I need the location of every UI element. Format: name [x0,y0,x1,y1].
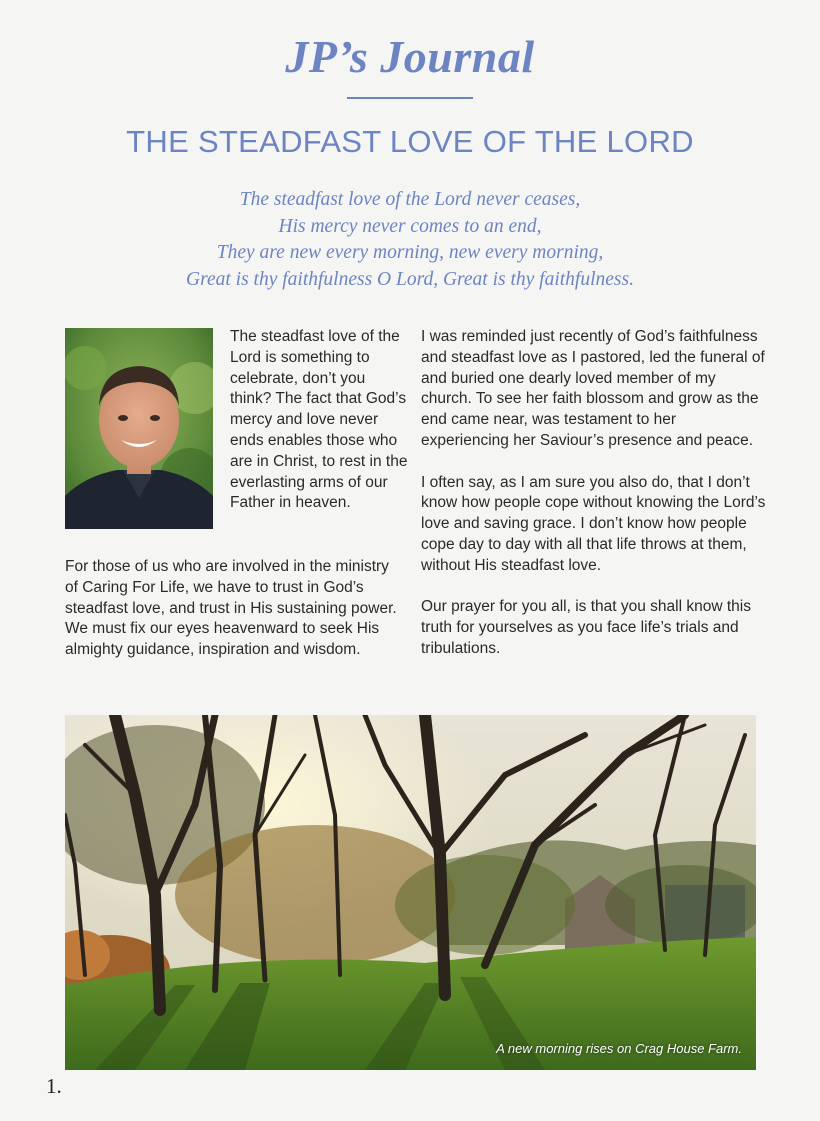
ministry-paragraph-block [65,557,405,661]
paragraph: For those of us who are involved in the ministry of Caring For Life, we have to trust in God’s steadfast love, and trust in His sustaining power. We must fix our eyes heavenward to seek His almighty guidance, inspiration and wisdom. [65,558,397,659]
author-portrait [65,328,213,529]
verse-line: Great is thy faithfulness O Lord, Great is thy faithfulness. [186,268,634,290]
page-number: 1. [46,1074,62,1098]
journal-title: JP’s Journal [285,31,535,82]
farm-landscape-photo [65,715,756,1070]
title-divider [347,97,473,99]
paragraph: I was reminded just recently of God’s faithfulness and steadfast love as I pastored, led the funeral of and buried one dearly loved member of my church. To see her faith blossom and grow as the end came near, was testament to her experiencing her Saviour’s presence and peace. [421,328,765,449]
paragraph: Our prayer for you all, is that you shall know this truth for yourselves as you face life’s trials and tribulations. [421,598,751,657]
verse-line: They are new every morning, new every morning, [216,242,604,263]
right-column [421,327,766,660]
paragraph: The steadfast love of the Lord is something to celebrate, don’t you think? The fact that God’s mercy and love never ends enables those who are in Christ, to rest in the everlasting arms of our Father in heaven. [230,328,408,512]
verse-line: The steadfast love of the Lord never ceases, [239,189,581,210]
intro-column [230,327,410,514]
article-headline: THE STEADFAST LOVE OF THE LORD [126,124,694,159]
hymn-verse [0,187,820,293]
photo-caption: A new morning rises on Crag House Farm. [496,1041,742,1056]
paragraph: I often say, as I am sure you also do, that I don’t know how people cope without knowing the Lord’s love and saving grace. I don’t know how people cope day to day with all that life throws at them, without His steadfast love. [421,473,766,574]
verse-line: His mercy never comes to an end, [278,215,542,237]
